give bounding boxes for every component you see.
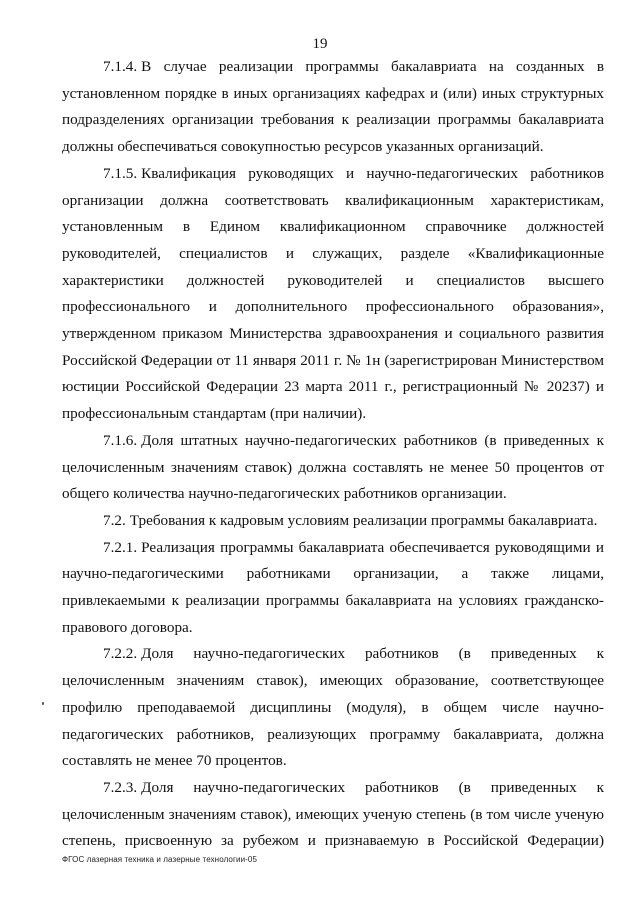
paragraph-text: В случае реализации программы бакалавриата на созданных в установленном порядке в иных организациях кафедрах и (или) иных структурных подразделениях организации требования к реализации программы бакалавриата должны обеспечиваться совокупностью ресурсов указанных организаций.: [62, 58, 604, 156]
paragraph-number: 7.2.2.: [103, 645, 138, 663]
paragraph-7-2-3: [62, 775, 604, 855]
scan-speck: [42, 702, 44, 705]
paragraph-number: 7.1.5.: [103, 164, 138, 182]
paragraph-text: Доля научно-педагогических работников (в приведенных к целочисленным значениям ставок), имеющих образование, соответствующее профилю преподаваемой дисциплины (модуля), в общем числе научно-педагогических работников, реализующих программу бакалавриата, должна составлять не менее 70 процентов.: [62, 645, 604, 770]
paragraph-7-2-2: [62, 641, 604, 775]
paragraph-7-1-5: [62, 161, 604, 428]
paragraph-7-1-4: [62, 54, 604, 161]
document-body: [62, 54, 604, 855]
page-number: 19: [312, 36, 328, 52]
paragraph-number: 7.2.1.: [103, 538, 138, 556]
paragraph-number: 7.2.: [103, 511, 126, 529]
paragraph-7-2-1: [62, 535, 604, 642]
paragraph-7-1-6: [62, 428, 604, 508]
paragraph-number: 7.1.6.: [103, 431, 138, 449]
paragraph-text: Квалификация руководящих и научно-педагогических работников организации должна соответствовать квалификационным характеристикам, установленным в Едином квалификационном справочнике должностей руководителей, специалистов и служащих, разделе «Квалификационные характеристики должностей руководителей и специалистов высшего профессионального и дополнительного профессионального образования», утвержденном приказом Министерства здравоохранения и социального развития Российской Федерации от 11 января 2011 г. № 1н (зарегистрирован Министерством юстиции Российской Федерации 23 марта 2011 г., регистрационный № 20237) и профессиональным стандартам (при наличии).: [62, 164, 604, 423]
paragraph-7-2: [62, 508, 604, 535]
paragraph-text: Доля штатных научно-педагогических работников (в приведенных к целочисленным значениям ставок) должна составлять не менее 50 процентов от общего количества научно-педагогических работников организации.: [62, 431, 604, 503]
paragraph-text: Доля научно-педагогических работников (в приведенных к целочисленным значениям ставок), имеющих ученую степень (в том числе ученую степень, присвоенную за рубежом и признаваемую в Российской Федерации): [62, 778, 604, 850]
paragraph-text: Реализация программы бакалавриата обеспечивается руководящими и научно-педагогическими работниками организации, а также лицами, привлекаемыми к реализации программы бакалавриата на условиях гражданско-правового договора.: [62, 538, 604, 636]
paragraph-number: 7.2.3.: [103, 778, 138, 796]
document-footer: ФГОС лазерная техника и лазерные технологии-05: [62, 855, 257, 864]
paragraph-number: 7.1.4.: [103, 58, 138, 75]
paragraph-text: Требования к кадровым условиям реализации программы бакалавриата.: [129, 511, 598, 529]
